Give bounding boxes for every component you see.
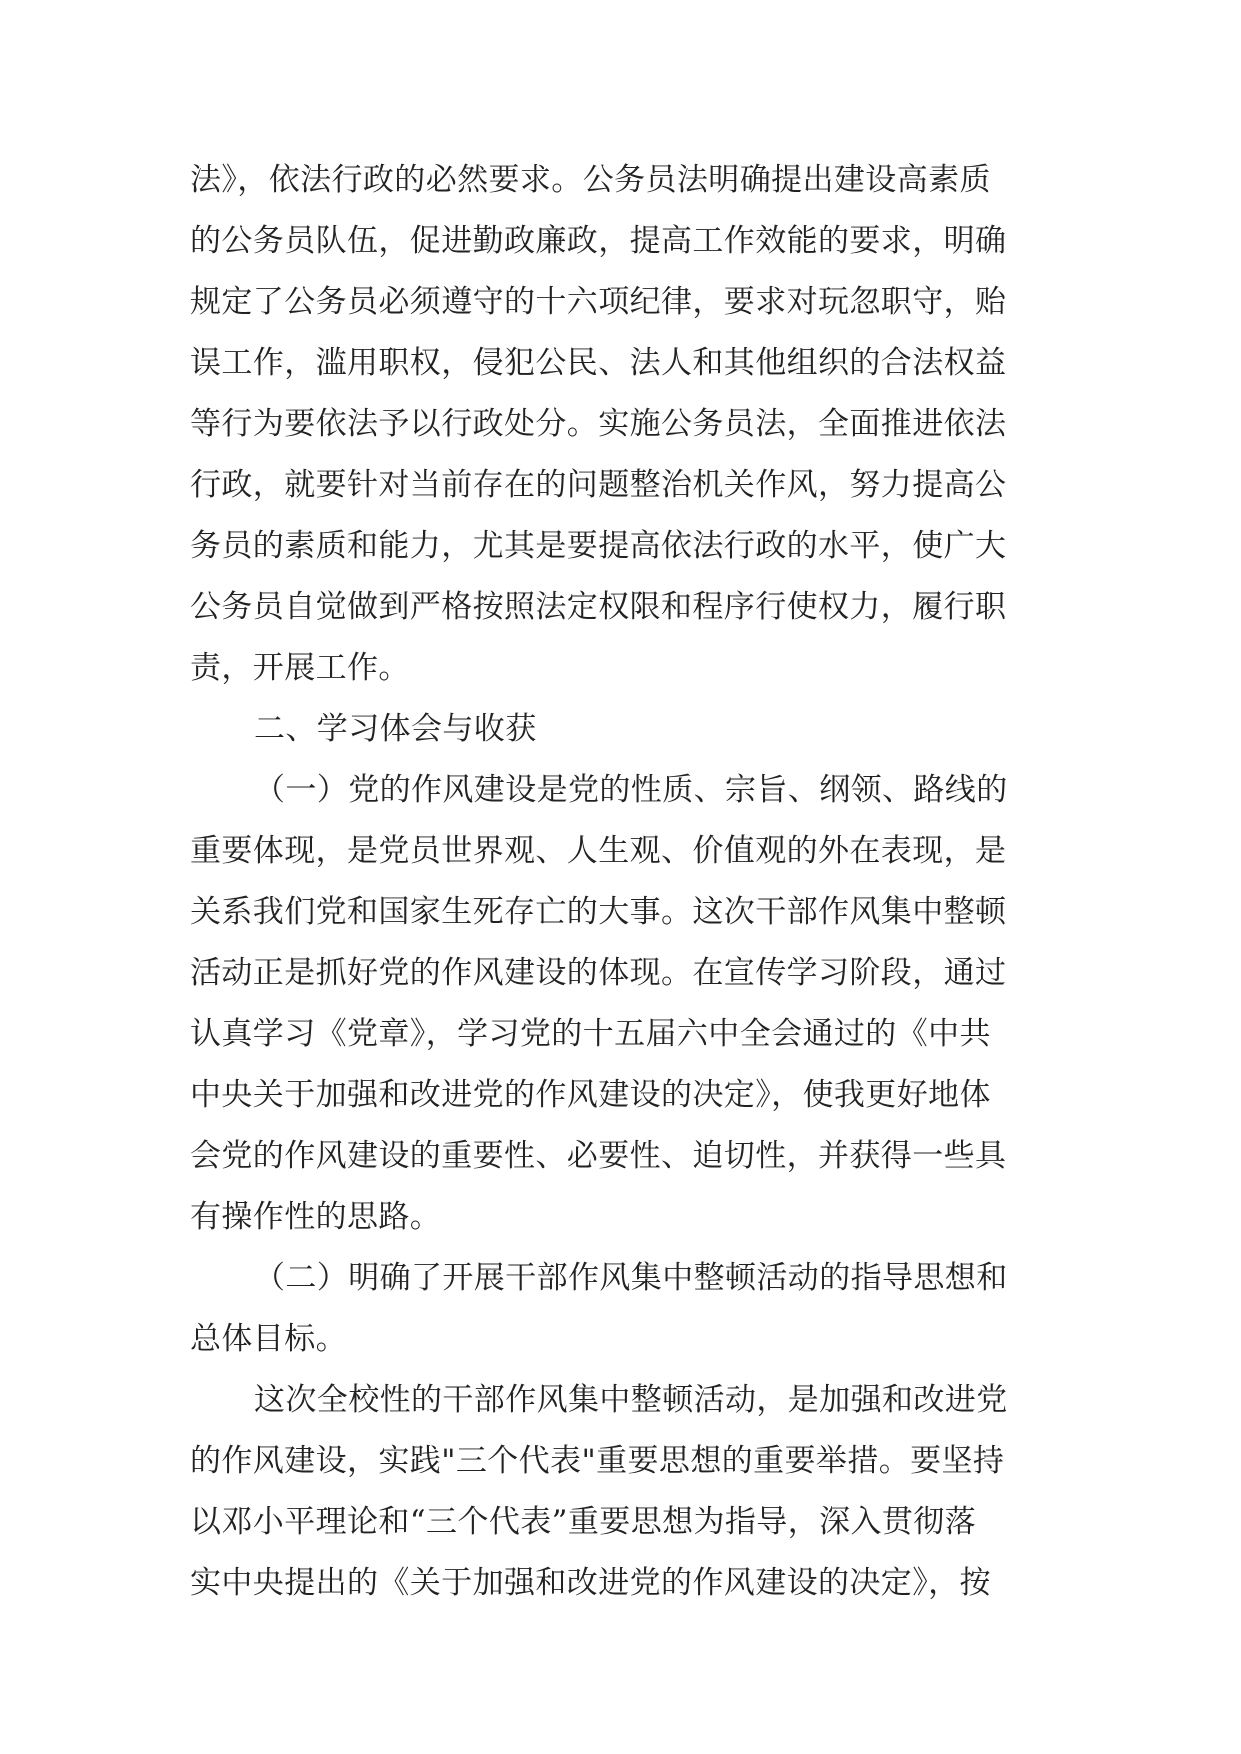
text-line: 有操作性的思路。 <box>190 1199 442 1235</box>
text-line: 误工作，滥用职权，侵犯公民、法人和其他组织的合法权益 <box>190 345 1007 381</box>
text-line: 务员的素质和能力，尤其是要提高依法行政的水平，使广大 <box>190 528 1007 564</box>
text-line: （二）明确了开展干部作风集中整顿活动的指导思想和 <box>254 1260 1008 1296</box>
text-line: 责，开展工作。 <box>190 650 410 686</box>
text-line: 中央关于加强和改进党的作风建设的决定》，使我更好地体 <box>190 1077 991 1113</box>
text-line: 重要体现，是党员世界观、人生观、价值观的外在表现，是 <box>190 833 1007 869</box>
text-line: 规定了公务员必须遵守的十六项纪律，要求对玩忽职守，贻 <box>190 284 1007 320</box>
text-line: 行政，就要针对当前存在的问题整治机关作风，努力提高公 <box>190 467 1007 503</box>
text-line: 以邓小平理论和“三个代表”重要思想为指导，深入贯彻落 <box>190 1504 977 1540</box>
text-line: 活动正是抓好党的作风建设的体现。在宣传学习阶段，通过 <box>190 955 1007 991</box>
text-line: 总体目标。 <box>190 1321 347 1357</box>
text-line: 这次全校性的干部作风集中整顿活动，是加强和改进党 <box>254 1382 1008 1418</box>
text-line: 认真学习《党章》，学习党的十五届六中全会通过的《中共 <box>190 1016 991 1052</box>
text-line: 二、学习体会与收获 <box>254 711 537 747</box>
text-line: 等行为要依法予以行政处分。实施公务员法，全面推进依法 <box>190 406 1007 442</box>
text-line: 公务员自觉做到严格按照法定权限和程序行使权力，履行职 <box>190 589 1007 625</box>
document-body <box>190 150 1060 1614</box>
text-line: 法》，依法行政的必然要求。公务员法明确提出建设高素质 <box>190 162 991 198</box>
text-line: 关系我们党和国家生死存亡的大事。这次干部作风集中整顿 <box>190 894 1007 930</box>
text-line: 会党的作风建设的重要性、必要性、迫切性，并获得一些具 <box>190 1138 1007 1174</box>
text-line: 的公务员队伍，促进勤政廉政，提高工作效能的要求，明确 <box>190 223 1007 259</box>
text-line: 实中央提出的《关于加强和改进党的作风建设的决定》，按 <box>190 1565 991 1601</box>
text-line: 的作风建设，实践"三个代表"重要思想的重要举措。要坚持 <box>190 1443 1005 1479</box>
text-line: （一）党的作风建设是党的性质、宗旨、纲领、路线的 <box>254 772 1008 808</box>
